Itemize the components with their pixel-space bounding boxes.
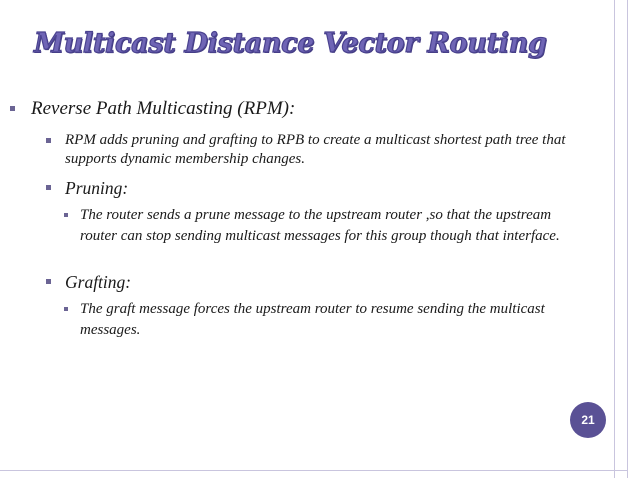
bullet-grafting-description-text: The graft message forces the upstream router to resume sending the multicast messages. <box>80 301 545 338</box>
bullet-rpm-description-text: RPM adds pruning and grafting to RPB to create a multicast shortest path tree that supports dynamic membership changes. <box>65 132 566 167</box>
bullet-pruning-description-text: The router sends a prune message to the upstream router ,so that the upstream router can stop sending multicast messages for this group though that interface. <box>80 207 560 244</box>
bullet-rpm-description <box>46 131 601 169</box>
square-bullet-icon <box>10 106 15 111</box>
bullet-grafting <box>46 271 601 293</box>
square-bullet-icon <box>64 213 68 217</box>
slide-border-bottom <box>0 470 628 471</box>
square-bullet-icon <box>46 185 51 190</box>
bullet-rpm <box>10 98 295 120</box>
slide-title: Multicast Distance Vector Routing <box>34 28 547 59</box>
bullet-pruning-text: Pruning: <box>65 178 129 198</box>
slide-border-right-inner <box>614 0 615 478</box>
square-bullet-icon <box>46 138 51 143</box>
bullet-pruning <box>46 177 601 199</box>
bullet-grafting-description <box>64 299 584 341</box>
page-number-badge: 21 <box>570 402 606 438</box>
slide-border-right-outer <box>627 0 628 478</box>
bullet-pruning-description <box>64 205 584 247</box>
square-bullet-icon <box>46 279 51 284</box>
square-bullet-icon <box>64 307 68 311</box>
bullet-rpm-text: Reverse Path Multicasting (RPM): <box>31 98 296 119</box>
bullet-grafting-text: Grafting: <box>65 272 132 292</box>
